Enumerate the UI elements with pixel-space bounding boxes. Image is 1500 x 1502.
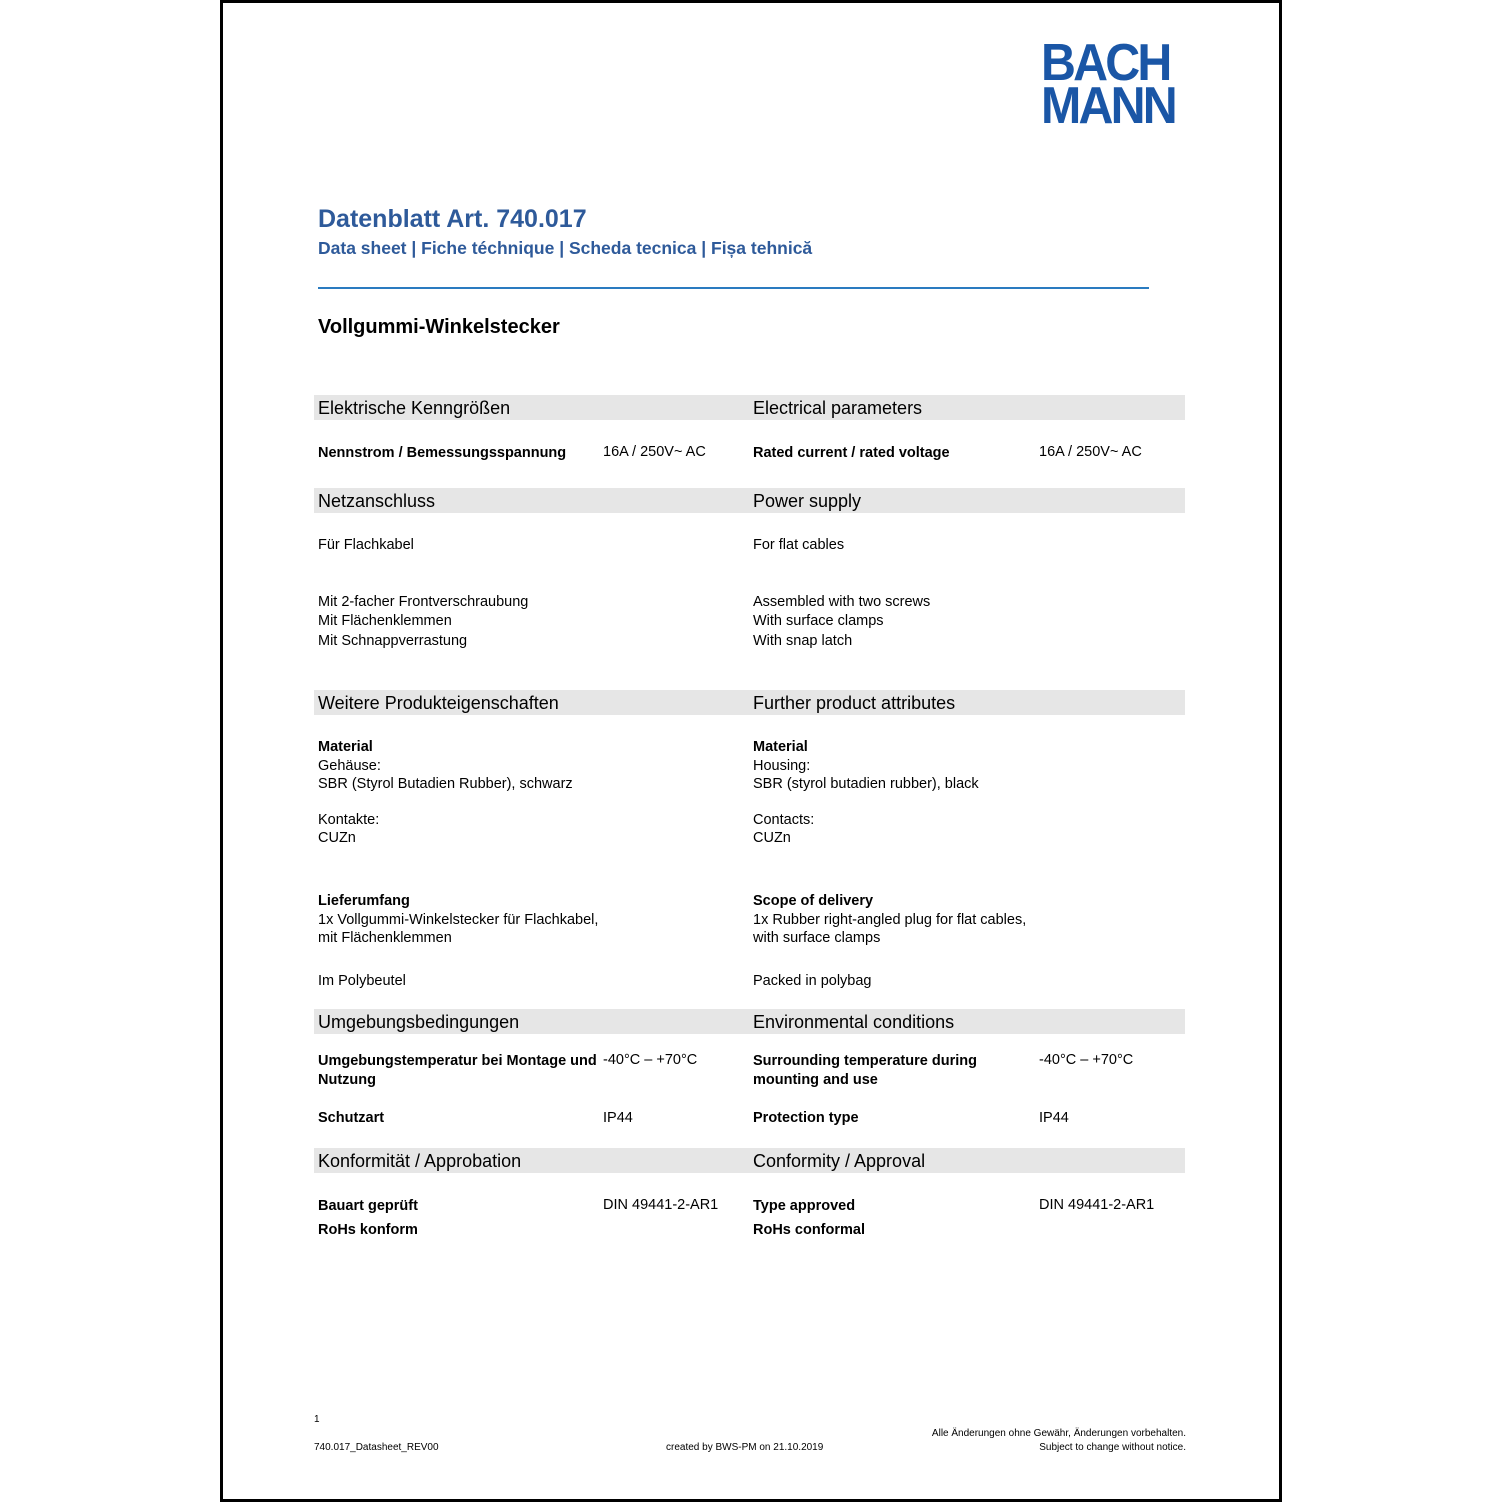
spec-label: Bauart geprüft (318, 1198, 418, 1214)
attr-heading: Scope of delivery (753, 893, 874, 909)
section-header-power (314, 488, 1185, 513)
feature-text: For flat cables (753, 537, 845, 553)
spec-label: Protection type (753, 1110, 859, 1126)
section-title-en: Environmental conditions (753, 1012, 955, 1032)
spec-label: Surrounding temperature during (753, 1053, 977, 1069)
attr-text: SBR (Styrol Butadien Rubber), schwarz (318, 776, 573, 792)
section-header-conformity (314, 1148, 1185, 1173)
attr-text: 1x Vollgummi-Winkelstecker für Flachkabel, (318, 912, 599, 928)
attr-text: 1x Rubber right-angled plug for flat cables, (753, 912, 1027, 928)
spec-label: RoHs conformal (753, 1222, 865, 1238)
attr-text: mit Flächenklemmen (318, 930, 452, 946)
spec-value: 16A / 250V~ AC (1039, 444, 1142, 460)
attr-text: Kontakte: (318, 812, 380, 828)
page-title: Datenblatt Art. 740.017 (318, 205, 587, 233)
feature-text: Assembled with two screws (753, 594, 931, 610)
section-title-de: Netzanschluss (318, 491, 436, 511)
feature-text: Für Flachkabel (318, 537, 414, 553)
spec-label: Rated current / rated voltage (753, 445, 950, 461)
spec-value: IP44 (1039, 1110, 1069, 1126)
spec-label: mounting and use (753, 1072, 878, 1088)
feature-text: With snap latch (753, 633, 853, 649)
page-number: 1 (314, 1414, 320, 1425)
attr-text: Housing: (753, 758, 811, 774)
spec-label: Type approved (753, 1198, 856, 1214)
spec-value: 16A / 250V~ AC (603, 444, 706, 460)
feature-text: Mit Schnappverrastung (318, 633, 468, 649)
section-title-en: Power supply (753, 491, 862, 511)
section-title-de: Weitere Produkteigenschaften (318, 693, 559, 713)
spec-label: RoHs konform (318, 1222, 418, 1238)
section-title-de: Umgebungsbedingungen (318, 1012, 520, 1032)
spec-value: DIN 49441-2-AR1 (1039, 1197, 1155, 1213)
section-header-environment (314, 1009, 1185, 1034)
created-note: created by BWS-PM on 21.10.2019 (666, 1442, 824, 1453)
spec-value: -40°C – +70°C (1039, 1052, 1134, 1068)
attr-text: with surface clamps (753, 930, 881, 946)
section-title-en: Electrical parameters (753, 398, 923, 418)
logo-line-2: MANN (1041, 77, 1175, 135)
disclaimer-de: Alle Änderungen ohne Gewähr, Änderungen vorbehalten. (931, 1428, 1186, 1439)
section-title-en: Conformity / Approval (753, 1151, 926, 1171)
spec-label: Nutzung (318, 1072, 376, 1088)
title-divider (318, 287, 1149, 289)
spec-label: Nennstrom / Bemessungsspannung (318, 445, 567, 461)
attr-text: Packed in polybag (753, 973, 872, 989)
attr-heading: Material (753, 739, 808, 755)
spec-label: Schutzart (318, 1110, 385, 1126)
logo-line-1: BACH (1041, 34, 1170, 92)
attr-text: CUZn (753, 830, 791, 846)
section-header-further (314, 690, 1185, 715)
document-id: 740.017_Datasheet_REV00 (314, 1442, 439, 1453)
feature-text: With surface clamps (753, 613, 884, 629)
bachmann-logo (1041, 34, 1191, 135)
spec-value: DIN 49441-2-AR1 (603, 1197, 719, 1213)
attr-text: Contacts: (753, 812, 815, 828)
attr-text: SBR (styrol butadien rubber), black (753, 776, 979, 792)
feature-text: Mit 2-facher Frontverschraubung (318, 594, 529, 610)
section-title-en: Further product attributes (753, 693, 956, 713)
spec-value: -40°C – +70°C (603, 1052, 698, 1068)
attr-heading: Lieferumfang (318, 893, 410, 909)
disclaimer-en: Subject to change without notice. (1039, 1442, 1186, 1453)
feature-text: Mit Flächenklemmen (318, 613, 452, 629)
product-name: Vollgummi-Winkelstecker (318, 316, 560, 338)
attr-text: Gehäuse: (318, 758, 381, 774)
attr-text: CUZn (318, 830, 356, 846)
section-title-de: Konformität / Approbation (318, 1151, 522, 1171)
section-header-electrical (314, 395, 1185, 420)
attr-heading: Material (318, 739, 373, 755)
attr-text: Im Polybeutel (318, 973, 406, 989)
spec-label: Umgebungstemperatur bei Montage und (318, 1053, 597, 1069)
page-subtitle: Data sheet | Fiche téchnique | Scheda tecnica | Fișa tehnică (318, 238, 813, 258)
section-title-de: Elektrische Kenngrößen (318, 398, 511, 418)
spec-value: IP44 (603, 1110, 633, 1126)
